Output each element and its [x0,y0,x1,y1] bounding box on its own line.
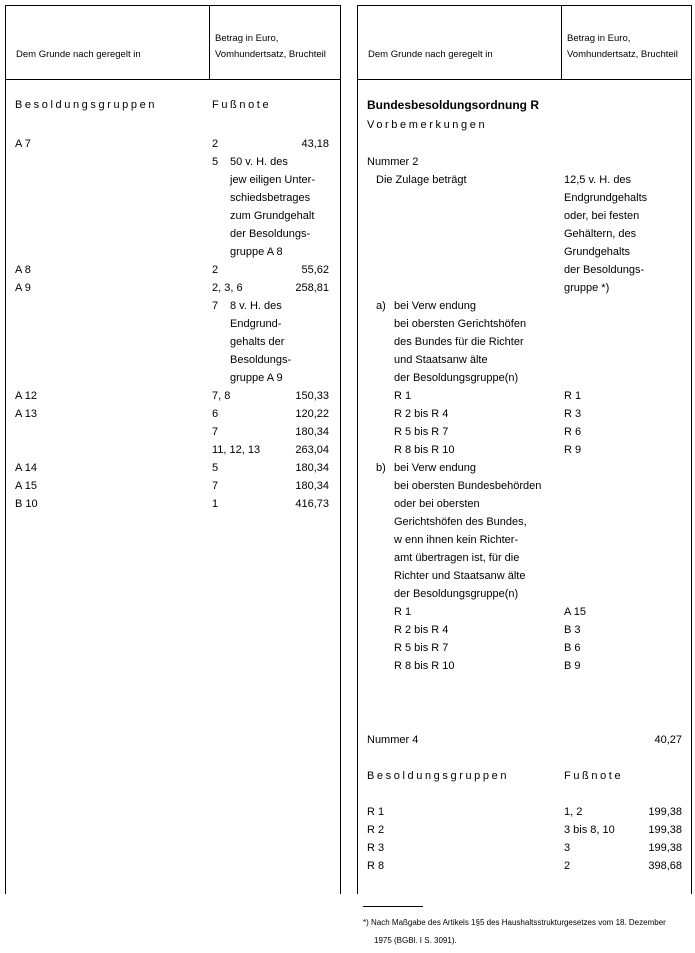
item-b-line: amt übertragen ist, für die [394,552,520,564]
item-a-line: und Staatsanw älte [394,354,488,366]
mapping-to: R 9 [564,444,582,456]
item-b-line: Richter und Staatsanw älte [394,570,526,582]
header-col2-line1: Betrag in Euro, [567,33,631,44]
table-text: 8 v. H. des [230,300,282,312]
table-amount: 416,73 [295,498,329,510]
table-amount: 398,68 [648,860,682,872]
nummer-2-label: Nummer 2 [367,156,419,168]
footnote-rule [363,906,423,907]
table-group: R 3 [367,842,385,854]
nummer-4-amount: 40,27 [654,734,682,746]
zulage-value-line: Grundgehalts [564,246,631,258]
zulage-value-line: 12,5 v. H. des [564,174,632,186]
table-group: A 7 [15,138,31,150]
table-footnote: 1, 2 [564,806,583,818]
table-amount: 120,22 [295,408,329,420]
item-b-line: bei Verw endung [394,462,476,474]
table-text: gruppe A 8 [230,246,283,258]
table-footnote: 2, 3, 6 [212,282,243,294]
item-b-line: w enn ihnen kein Richter- [394,534,519,546]
mapping-from: R 1 [394,390,412,402]
table-amount: 258,81 [295,282,329,294]
table-group: A 15 [15,480,38,492]
table-footnote: 6 [212,408,219,420]
right-subheader-col2: Fußnote [564,770,624,782]
mapping-from: R 5 bis R 7 [394,642,449,654]
zulage-value-line: Endgrundgehalts [564,192,648,204]
mapping-to: R 6 [564,426,582,438]
zulage-value-line: gruppe *) [564,282,610,294]
zulage-value-line: Gehältern, des [564,228,637,240]
table-footnote: 11, 12, 13 [212,444,261,456]
zulage-value-line: der Besoldungs- [564,264,645,276]
item-b-line: oder bei obersten [394,498,480,510]
table-footnote: 5 [212,462,219,474]
table-text: schiedsbetrages [230,192,311,204]
table-footnote: 3 bis 8, 10 [564,824,615,836]
table-group: R 8 [367,860,385,872]
header-col1: Dem Grunde nach geregelt in [368,49,493,60]
mapping-to: R 1 [564,390,582,402]
table-amount: 55,62 [301,264,329,276]
table-footnote: 3 [564,842,571,854]
mapping-to: B 3 [564,624,581,636]
left-subheader-col1: Besoldungsgruppen [15,99,158,111]
header-col2-line2: Vomhundertsatz, Bruchteil [567,49,678,60]
table-text: gehalts der [230,336,285,348]
table-amount: 180,34 [295,480,329,492]
table-footnote: 2 [212,138,219,150]
header-rule [6,79,340,80]
table-amount: 199,38 [648,842,682,854]
mapping-from: R 5 bis R 7 [394,426,449,438]
zulage-label: Die Zulage beträgt [376,174,467,186]
table-footnote: 5 [212,156,219,168]
mapping-to: B 9 [564,660,581,672]
table-footnote: 1 [212,498,219,510]
item-b-label: b) [376,462,386,474]
table-footnote: 7 [212,426,219,438]
table-group: A 12 [15,390,38,402]
table-amount: 43,18 [301,138,329,150]
mapping-from: R 2 bis R 4 [394,624,449,636]
left-subheader-col2: Fußnote [212,99,272,111]
header-divider [561,6,562,79]
item-a-line: der Besoldungsgruppe(n) [394,372,519,384]
item-a-line: des Bundes für die Richter [394,336,524,348]
table-group: R 2 [367,824,385,836]
table-amount: 180,34 [295,426,329,438]
mapping-from: R 1 [394,606,412,618]
table-text: zum Grundgehalt [230,210,315,222]
header-rule [358,79,691,80]
table-text: jew eiligen Unter- [230,174,315,186]
item-b-line: der Besoldungsgruppe(n) [394,588,519,600]
table-footnote: 7, 8 [212,390,231,402]
mapping-to: A 15 [564,606,587,618]
table-group: A 8 [15,264,31,276]
nummer-4-label: Nummer 4 [367,734,419,746]
table-amount: 263,04 [295,444,329,456]
mapping-from: R 8 bis R 10 [394,660,455,672]
table-group: A 9 [15,282,31,294]
table-group: A 14 [15,462,38,474]
item-b-line: bei obersten Bundesbehörden [394,480,542,492]
table-text: Endgrund- [230,318,282,330]
table-text: der Besoldungs- [230,228,311,240]
table-footnote: 7 [212,480,219,492]
mapping-from: R 8 bis R 10 [394,444,455,456]
header-col2-line2: Vomhundertsatz, Bruchteil [215,49,326,60]
item-a-line: bei obersten Gerichtshöfen [394,318,527,330]
table-text: 50 v. H. des [230,156,288,168]
item-b-line: Gerichtshöfen des Bundes, [394,516,527,528]
header-col2-line1: Betrag in Euro, [215,33,279,44]
table-footnote: 7 [212,300,219,312]
zulage-value-line: oder, bei festen [564,210,640,222]
item-a-line: bei Verw endung [394,300,476,312]
mapping-from: R 2 bis R 4 [394,408,449,420]
footnote-line1: *) Nach Maßgabe des Artikels 1§5 des Haushaltsstrukturgesetzes vom 18. Dezember [363,918,666,927]
header-col1: Dem Grunde nach geregelt in [16,49,141,60]
table-footnote: 2 [564,860,571,872]
mapping-to: R 3 [564,408,582,420]
section-title: Bundesbesoldungsordnung R [367,98,539,112]
header-divider [209,6,210,79]
item-a-label: a) [376,300,386,312]
table-amount: 199,38 [648,806,682,818]
table-group: A 13 [15,408,38,420]
right-subheader-col1: Besoldungsgruppen [367,770,510,782]
table-amount: 199,38 [648,824,682,836]
table-footnote: 2 [212,264,219,276]
table-text: Besoldungs- [230,354,292,366]
footnote-line2: 1975 (BGBl. I S. 3091). [374,936,457,945]
table-amount: 180,34 [295,462,329,474]
section-subtitle: Vorbemerkungen [367,119,488,131]
mapping-to: B 6 [564,642,581,654]
table-text: gruppe A 9 [230,372,283,384]
table-group: R 1 [367,806,385,818]
table-amount: 150,33 [295,390,329,402]
table-group: B 10 [15,498,38,510]
